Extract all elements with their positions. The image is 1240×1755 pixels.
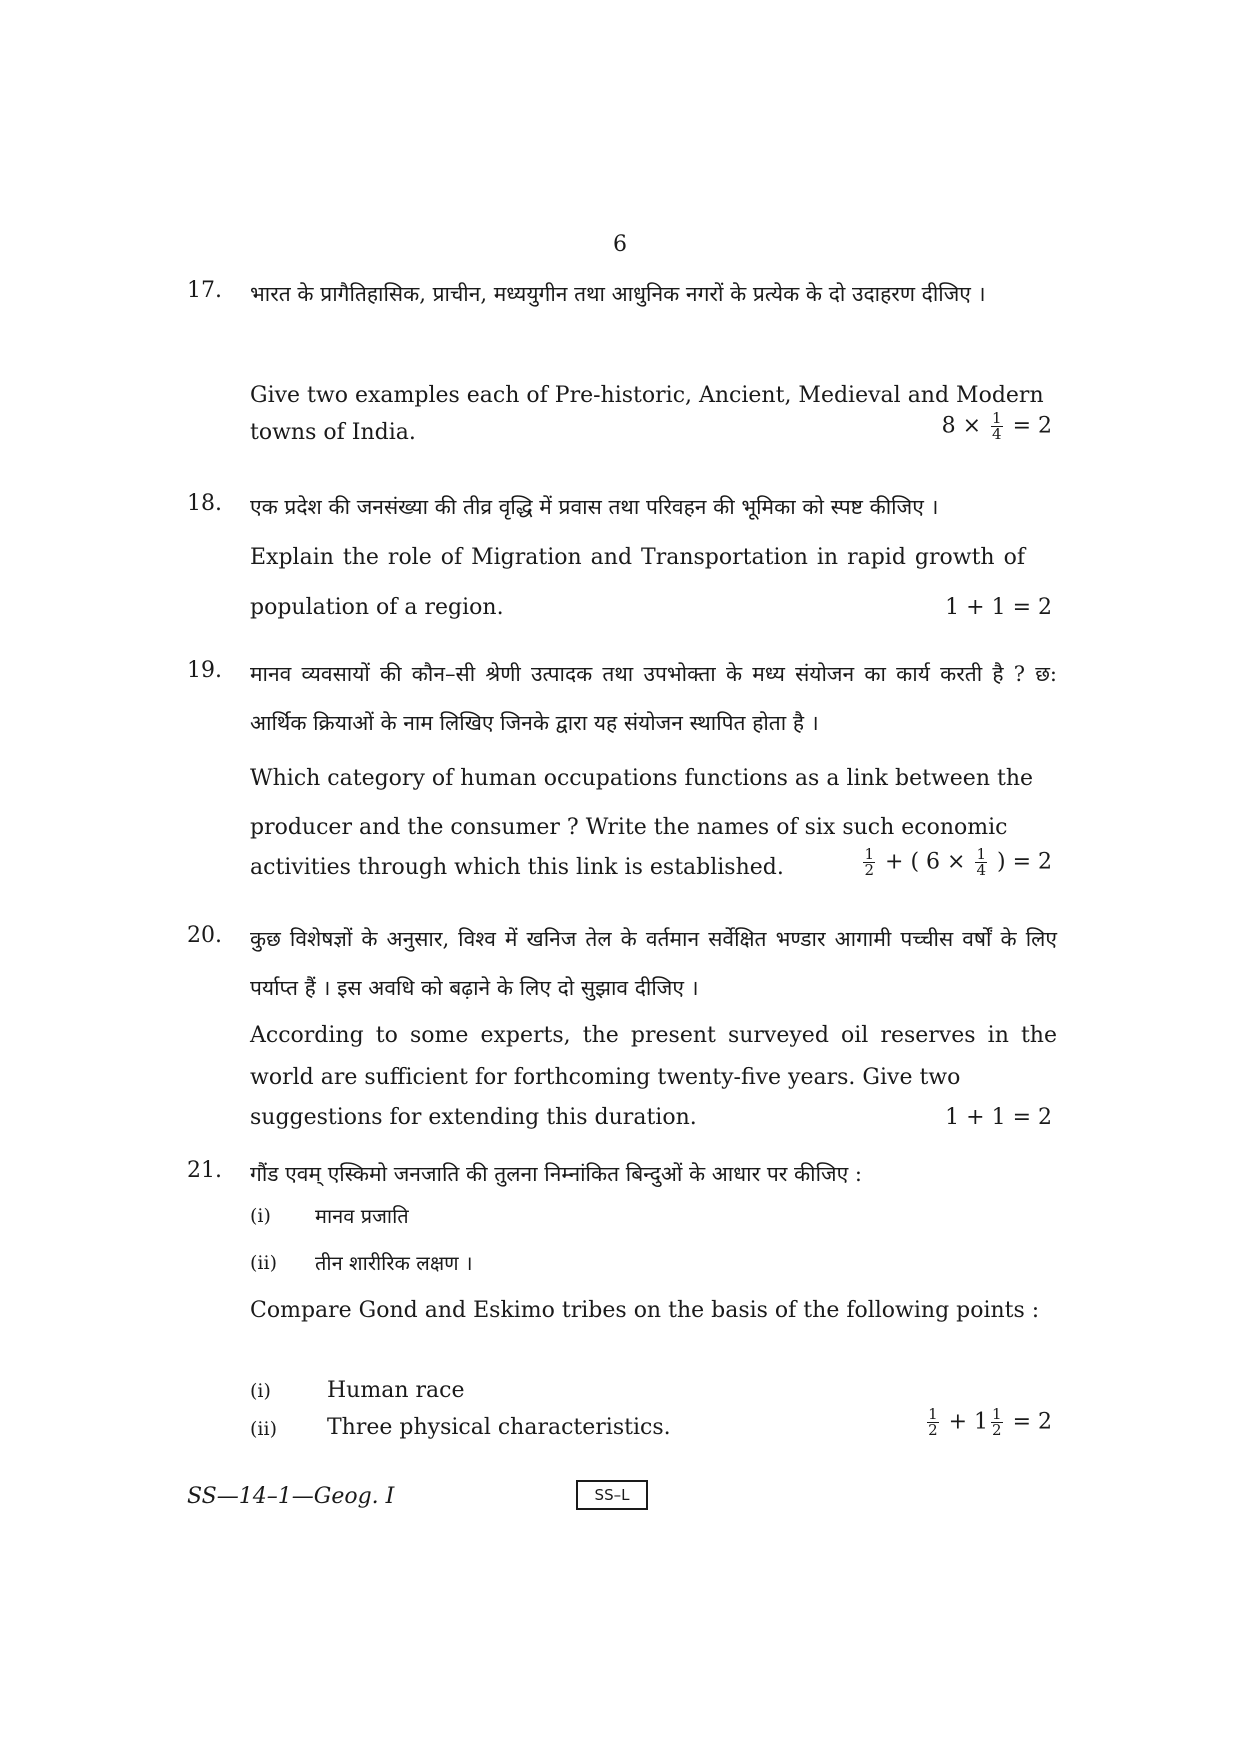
english-item-label: (ii): [250, 1418, 277, 1440]
hindi-item-label: (ii): [250, 1252, 277, 1274]
question-18: [187, 483, 1057, 633]
question-19: [187, 650, 1057, 890]
question-hindi: एक प्रदेश की जनसंख्या की तीव्र वृद्धि में प्रवास तथा परिवहन की भूमिका को स्पष्ट कीजिए ।: [250, 495, 939, 519]
question-number: 18.: [187, 491, 222, 516]
english-item-label: (i): [250, 1380, 271, 1402]
english-item-text: Three physical characteristics.: [327, 1415, 671, 1440]
question-english-line-2: producer and the consumer ? Write the names of six such economic: [250, 815, 1008, 840]
question-number: 21.: [187, 1158, 222, 1183]
question-20: [187, 915, 1057, 1145]
page-number: 6: [613, 232, 627, 257]
question-english: Compare Gond and Eskimo tribes on the basis of the following points :: [250, 1298, 1040, 1323]
question-marks: 1 + 1 = 2: [945, 1105, 1052, 1130]
question-marks: 8 × $\frac{1}{4}$ = 2: [941, 409, 1052, 443]
question-hindi: कुछ विशेषज्ञों के अनुसार, विश्व में खनिज तेल के वर्तमान सर्वेक्षित भण्डार आगामी पच्चीस वर्षों के लिए पर्याप्त हैं । इस अवधि को बढ़ाने के लिए दो सुझाव दीजिए ।: [250, 927, 1057, 1000]
hindi-item-text: तीन शारीरिक लक्षण ।: [315, 1251, 473, 1275]
question-english-line-2: suggestions for extending this duration.: [250, 1105, 697, 1130]
question-marks: 1 + 1 = 2: [945, 595, 1052, 620]
question-marks: $\frac{1}{2}$ + 1 $\frac{1}{2}$ = 2: [928, 1405, 1052, 1439]
question-hindi: गौंड एवम् एस्किमो जनजाति की तुलना निम्नांकित बिन्दुओं के आधार पर कीजिए :: [250, 1162, 862, 1186]
question-english-line-1: Explain the role of Migration and Transportation in rapid growth of: [250, 545, 1025, 570]
question-hindi: मानव व्यवसायों की कौन–सी श्रेणी उत्पादक तथा उपभोक्ता के मध्य संयोजन का कार्य करती है ? छ: आर्थिक क्रियाओं के नाम लिखिए जिनके द्वारा यह संयोजन स्थापित होता है ।: [250, 662, 1057, 735]
paper-code: SS—14–1—Geog. I: [187, 1484, 395, 1509]
question-english-line-2: towns of India.: [250, 420, 416, 445]
question-number: 19.: [187, 658, 222, 683]
question-hindi: भारत के प्रागैतिहासिक, प्राचीन, मध्ययुगीन तथा आधुनिक नगरों के प्रत्येक के दो उदाहरण दीजिए ।: [250, 282, 986, 306]
english-item-text: Human race: [327, 1378, 465, 1403]
question-number: 20.: [187, 923, 222, 948]
hindi-item-label: (i): [250, 1205, 271, 1227]
question-marks: $\frac{1}{2}$ + ( 6 × $\frac{1}{4}$ ) = 2: [864, 845, 1052, 879]
question-17: [187, 270, 1057, 460]
question-english-line-1: Give two examples each of Pre-historic, Ancient, Medieval and Modern: [250, 383, 1044, 408]
question-21: [187, 1150, 1057, 1450]
question-english-line-1: Which category of human occupations functions as a link between the: [250, 766, 1034, 791]
question-english-line-3: activities through which this link is established.: [250, 855, 784, 880]
question-english-line-2: population of a region.: [250, 595, 504, 620]
hindi-item-text: मानव प्रजाति: [315, 1204, 409, 1228]
series-box: SS–L: [576, 1480, 648, 1510]
question-number: 17.: [187, 278, 222, 303]
question-english: According to some experts, the present surveyed oil reserves in the world are sufficient for forthcoming twenty-five years. Give two: [250, 1023, 1057, 1090]
